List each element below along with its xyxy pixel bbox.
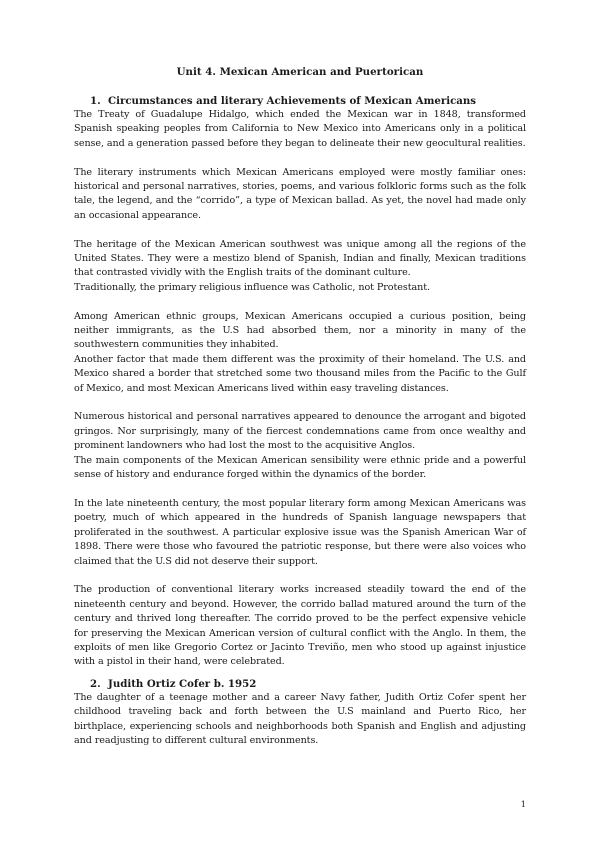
paragraph: The main components of the Mexican American sensibility were ethnic pride and a powerful sense of history and endurance forged within the dynamics of the border. (74, 454, 526, 481)
paragraph: The Treaty of Guadalupe Hidalgo, which ended the Mexican war in 1848, transformed Spanish speaking peoples from California to New Mexico into Americans only in a political sense, and a generation passed before they began to delineate their new geocultural realities. (74, 109, 526, 149)
paragraph: In the late nineteenth century, the most popular literary form among Mexican Americans was poetry, much of which appeared in the hundreds of Spanish language newspapers that proliferated in the southwest. A particular explosive issue was the Spanish American War of 1898. There were those who favoured the patriotic response, but there were also voices who claimed that the U.S did not deserve their support. (74, 497, 526, 567)
document-page (74, 66, 526, 748)
page-number: 1 (520, 800, 526, 810)
section-heading-text: Circumstances and literary Achievements of Mexican Americans (108, 95, 477, 107)
paragraph: Among American ethnic groups, Mexican Americans occupied a curious position, being neither immigrants, as the U.S had absorbed them, nor a minority in many of the southwestern communities they inhabited. (74, 310, 526, 351)
section-number: 1. (90, 95, 101, 107)
paragraph: Numerous historical and personal narratives appeared to denounce the arrogant and bigoted gringos. Nor surprisingly, many of the fiercest condemnations came from once wealthy and prominent landowners who had lost the most to the acquisitive Anglos. (74, 411, 526, 452)
paragraph: The literary instruments which Mexican Americans employed were mostly familiar ones: historical and personal narratives, stories, poems, and various folkloric forms such as the folk tale, the legend, and the “corrido”, a type of Mexican ballad. As yet, the novel had made only an occasional appearance. (74, 166, 526, 221)
paragraph: The production of conventional literary works increased steadily toward the end of the nineteenth century and beyond. However, the corrido ballad matured around the turn of the century and thrived long thereafter. The corrido proved to be the perfect expensive vehicle for preserving the Mexican American version of cultural conflict with the Anglo. In them, the exploits of men like Gregorio Cortez or Jacinto Treviño, men who stood up against injustice with a pistol in their hand, were celebrated. (74, 584, 526, 668)
document-title: Unit 4. Mexican American and Puertorican (176, 66, 424, 78)
paragraph: The heritage of the Mexican American southwest was unique among all the regions of the United States. They were a mestizo blend of Spanish, Indian and finally, Mexican traditions that contrasted vividly with the English traits of the dominant culture. (74, 238, 526, 279)
section-number: 2. (90, 677, 101, 690)
paragraph: Another factor that made them different was the proximity of their homeland. The U.S. and Mexico shared a border that stretched some two thousand miles from the Pacific to the Gulf of Mexico, and most Mexican Americans lived within easy traveling distances. (74, 353, 526, 394)
paragraph: Traditionally, the primary religious influence was Catholic, not Protestant. (74, 281, 430, 293)
paragraph: The daughter of a teenage mother and a career Navy father, Judith Ortiz Cofer spent her childhood traveling back and forth between the U.S mainland and Puerto Rico, her birthplace, experiencing schools and neighborhoods both Spanish and English and adjusting and readjusting to different cultural environments. (74, 691, 526, 746)
section-heading-text: Judith Ortiz Cofer b. 1952 (108, 677, 257, 690)
section-heading-1 (74, 95, 526, 108)
section-heading-2 (74, 678, 526, 691)
